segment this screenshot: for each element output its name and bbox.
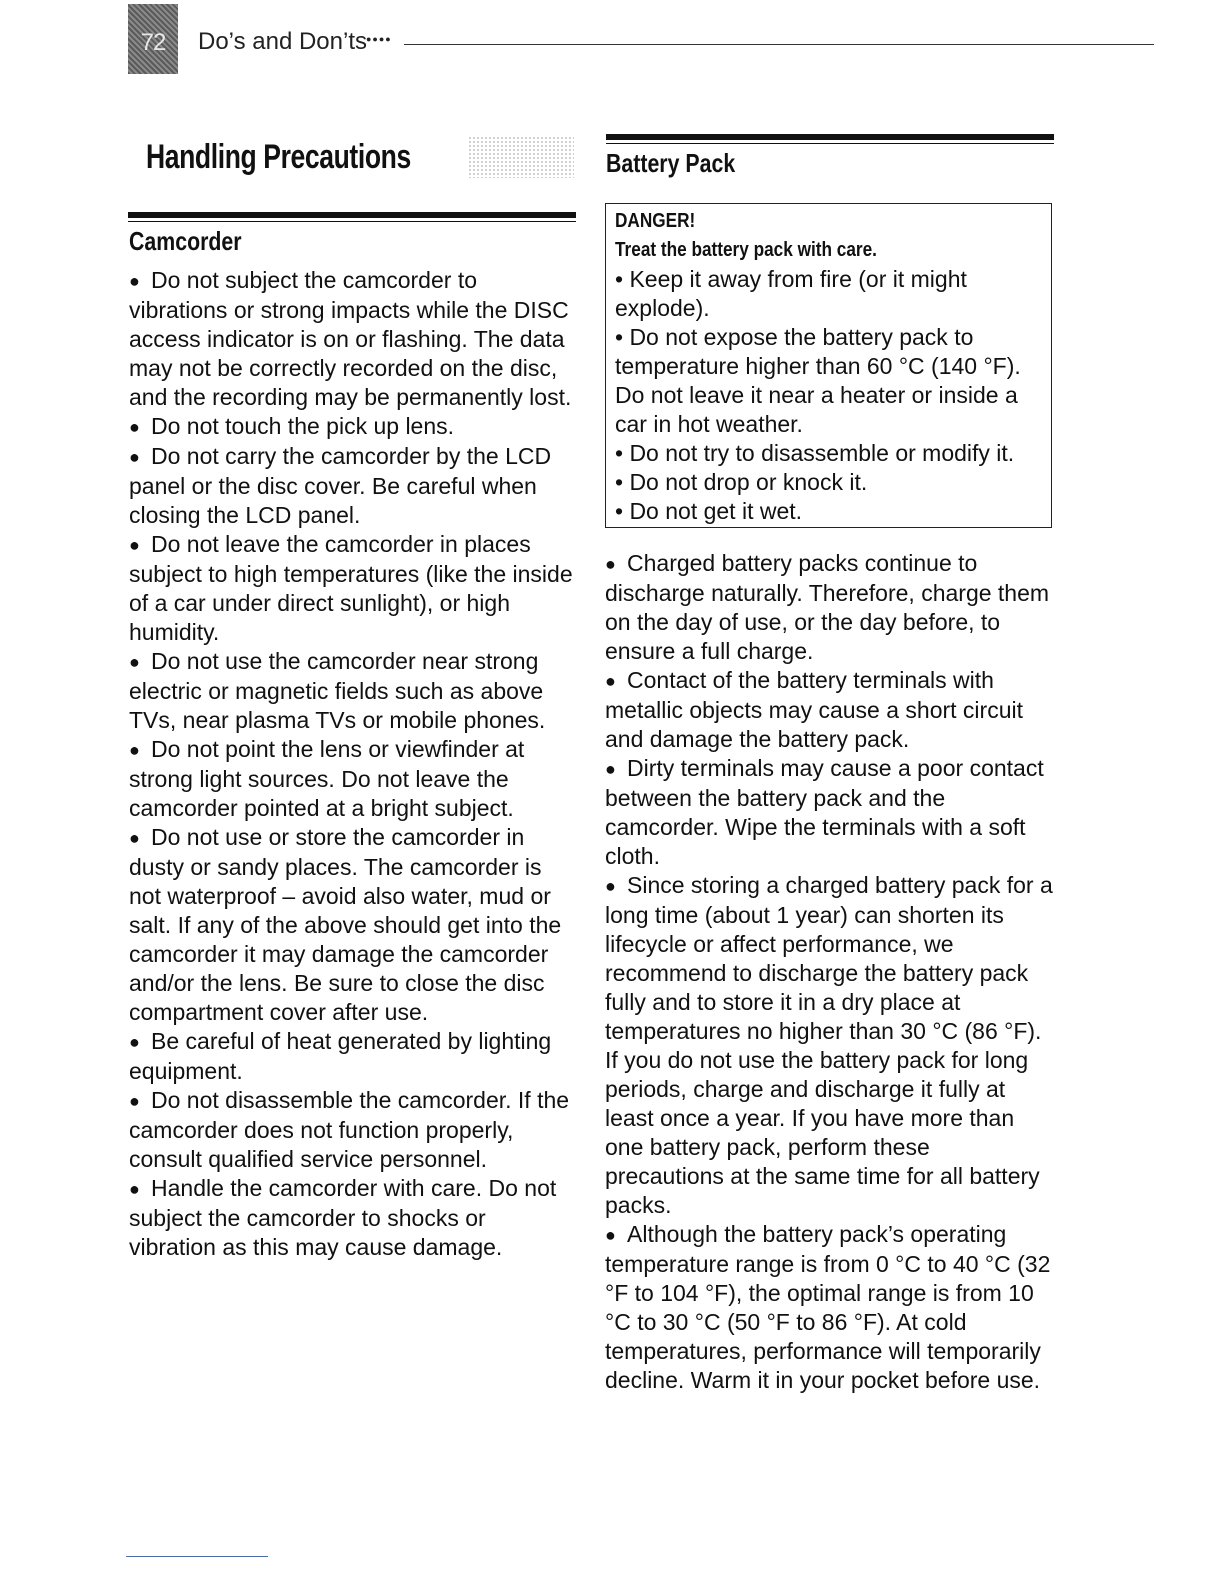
bullet-icon: ●: [129, 1091, 140, 1111]
danger-subtitle: Treat the battery pack with care.: [615, 239, 877, 261]
list-item: ● Dirty terminals may cause a poor contact between the battery pack and the camcorder. Wipe the terminals with a soft cloth.: [605, 755, 1044, 869]
danger-item: • Do not drop or knock it.: [615, 469, 868, 495]
list-item: ● Do not carry the camcorder by the LCD panel or the disc cover. Be careful when closing the LCD panel.: [129, 443, 552, 528]
battery-heading: Battery Pack: [606, 148, 736, 178]
camcorder-heading: Camcorder: [129, 226, 242, 256]
battery-list: [605, 549, 1053, 1395]
page-title: Handling Precautions: [146, 138, 411, 176]
section-rule-thin: [128, 221, 576, 222]
list-item: ● Do not disassemble the camcorder. If the camcorder does not function properly, consult qualified service personnel.: [129, 1087, 570, 1172]
list-item: ● Contact of the battery terminals with metallic objects may cause a short circuit and damage the battery pack.: [605, 667, 1023, 752]
section-rule-thick: [128, 212, 576, 218]
danger-item: • Keep it away from fire (or it might explode).: [615, 266, 967, 321]
bullet-icon: ●: [605, 876, 616, 896]
list-item: ● Since storing a charged battery pack for a long time (about 1 year) can shorten its lifecycle or affect performance, we recommend to discharge the battery pack fully and to store it in a dry place at temperatures no higher than 30 °C (86 °F). If you do not use the battery pack for long periods, charge and discharge it fully at least once a year. If you have more than one battery pack, perform these precautions at the same time for all battery packs.: [605, 872, 1053, 1218]
bullet-icon: ●: [605, 671, 616, 691]
list-item: ● Do not leave the camcorder in places subject to high temperatures (like the inside of a car under direct sunlight), or high humidity.: [129, 531, 573, 645]
list-item: ● Be careful of heat generated by lighting equipment.: [129, 1028, 552, 1084]
title-dot-pattern: [468, 136, 574, 178]
list-item: ● Do not point the lens or viewfinder at strong light sources. Do not leave the camcorder pointed at a bright subject.: [129, 736, 525, 821]
danger-title: DANGER!: [615, 210, 696, 232]
danger-item: • Do not get it wet.: [615, 498, 803, 524]
running-header-dots: ●●●●: [366, 34, 392, 44]
bullet-icon: ●: [129, 535, 140, 555]
danger-box: [605, 203, 1052, 528]
bullet-icon: ●: [129, 740, 140, 760]
bullet-icon: ●: [605, 1225, 616, 1245]
bullet-icon: ●: [129, 828, 140, 848]
header-rule: [404, 44, 1154, 45]
bullet-icon: ●: [605, 554, 616, 574]
list-item: ● Handle the camcorder with care. Do not subject the camcorder to shocks or vibration as this may cause damage.: [129, 1175, 557, 1260]
camcorder-list: [129, 266, 577, 1262]
page-number-badge: 72: [128, 4, 178, 74]
section-rule-thin: [606, 143, 1054, 144]
list-item: ● Although the battery pack’s operating temperature range is from 0 °C to 40 °C (32 °F to 104 °F), the optimal range is from 10 °C to 30 °C (50 °F to 86 °F). At cold temperatures, performance will temporarily decline. Warm it in your pocket before use.: [605, 1221, 1051, 1393]
list-item: ● Do not subject the camcorder to vibrations or strong impacts while the DISC access indicator is on or flashing. The data may not be correctly recorded on the disc, and the recording may be permanently lost.: [129, 267, 572, 410]
bullet-icon: ●: [605, 759, 616, 779]
section-rule-thick: [606, 134, 1054, 140]
list-item: ● Do not use or store the camcorder in dusty or sandy places. The camcorder is not waterproof – avoid also water, mud or salt. If any of the above should get into the camcorder it may damage the camcorder and/or the lens. Be sure to close the disc compartment cover after use.: [129, 824, 562, 1025]
running-header-title: Do’s and Don’ts: [198, 28, 367, 55]
bullet-icon: ●: [129, 271, 140, 291]
footer-rule: [126, 1556, 268, 1557]
bullet-icon: ●: [129, 1032, 140, 1052]
bullet-icon: ●: [129, 652, 140, 672]
bullet-icon: ●: [129, 417, 140, 437]
list-item: ● Charged battery packs continue to discharge naturally. Therefore, charge them on the day of use, or the day before, to ensure a full charge.: [605, 550, 1050, 664]
danger-item: • Do not expose the battery pack to temperature higher than 60 °C (140 °F). Do not leave it near a heater or inside a car in hot weather.: [615, 324, 1021, 437]
list-item: ● Do not touch the pick up lens.: [129, 412, 577, 442]
danger-item: • Do not try to disassemble or modify it.: [615, 440, 1015, 466]
bullet-icon: ●: [129, 1179, 140, 1199]
bullet-icon: ●: [129, 447, 140, 467]
list-item: ● Do not use the camcorder near strong electric or magnetic fields such as above TVs, near plasma TVs or mobile phones.: [129, 648, 546, 733]
